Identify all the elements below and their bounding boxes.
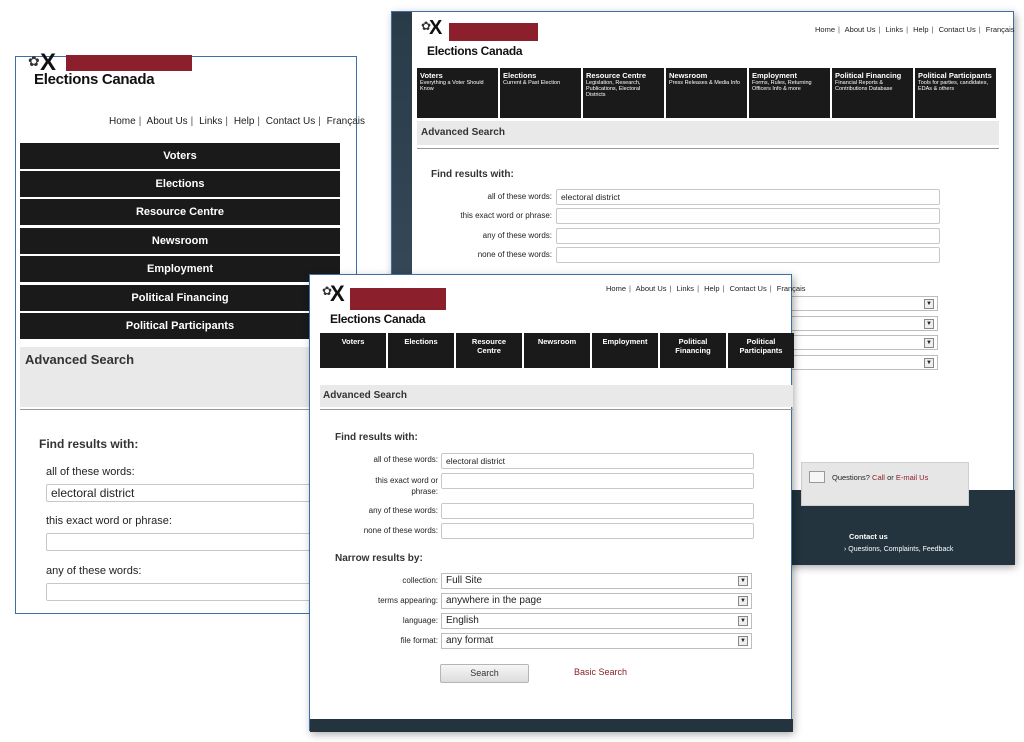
back-nav-newsroom[interactable] bbox=[666, 68, 747, 118]
front-util-links: Home | About Us | Links | Help | Contact Us | Français bbox=[606, 284, 806, 293]
call-link[interactable]: Call bbox=[872, 473, 885, 482]
logo-bar bbox=[449, 23, 538, 41]
front-none-words-input[interactable] bbox=[441, 523, 754, 539]
mobile-find-title: Find results with: bbox=[39, 437, 139, 451]
front-all-words-input[interactable]: electoral district bbox=[441, 453, 754, 469]
util-help[interactable]: Help bbox=[704, 284, 720, 293]
util-contact[interactable]: Contact Us bbox=[938, 25, 976, 34]
nav-sub: Current & Past Election bbox=[503, 80, 561, 86]
nav-sub: Tools for parties, candidates, EDAs & others bbox=[918, 80, 989, 92]
nav-sub: Press Releases & Media Info bbox=[669, 80, 740, 86]
nav-title: Newsroom bbox=[669, 71, 708, 80]
nav-title: Political Financing bbox=[835, 71, 902, 80]
maple-leaf-icon: ✿ bbox=[322, 284, 333, 298]
mobile-page-title: Advanced Search bbox=[25, 352, 135, 367]
back-nav-employment[interactable] bbox=[749, 68, 830, 118]
mobile-label-exact-phrase: this exact word or phrase: bbox=[46, 515, 172, 527]
email-link[interactable]: E-mail Us bbox=[895, 473, 929, 482]
front-divider bbox=[320, 409, 793, 410]
envelope-icon bbox=[809, 471, 825, 483]
front-nav-political-financing[interactable]: Political Financing bbox=[660, 333, 726, 368]
back-label-any-words: any of these words: bbox=[482, 231, 552, 240]
back-contact-title: Contact us bbox=[849, 532, 888, 541]
questions-text bbox=[832, 473, 928, 482]
front-label-exact-phrase: this exact word or phrase: bbox=[375, 476, 438, 496]
back-nav-resource-centre[interactable] bbox=[583, 68, 664, 118]
util-contact[interactable]: Contact Us bbox=[265, 116, 316, 127]
contact-link-text: Questions, Complaints, Feedback bbox=[848, 546, 954, 553]
chevron-down-icon: ▼ bbox=[738, 576, 748, 586]
back-nav-political-financing[interactable] bbox=[832, 68, 913, 118]
mobile-label-any-words: any of these words: bbox=[46, 565, 142, 577]
nav-sub: Forms, Rules, Returning Officers Info & more bbox=[752, 80, 812, 92]
front-any-words-input[interactable] bbox=[441, 503, 754, 519]
basic-search-link[interactable]: Basic Search bbox=[574, 667, 628, 677]
back-logo[interactable] bbox=[421, 17, 546, 63]
front-find-title: Find results with: bbox=[335, 432, 418, 443]
front-nav-resource-centre[interactable]: Resource Centre bbox=[456, 333, 522, 368]
mobile-nav-resource-centre[interactable]: Resource Centre bbox=[20, 199, 340, 225]
util-francais[interactable]: Français bbox=[985, 25, 1015, 34]
chevron-down-icon: ▼ bbox=[924, 358, 934, 368]
front-label-format: file format: bbox=[400, 636, 438, 645]
front-page-title: Advanced Search bbox=[323, 390, 407, 401]
logo-name: Elections Canada bbox=[427, 44, 523, 58]
or-label: or bbox=[887, 473, 894, 482]
nav-title: Political Participants bbox=[918, 71, 992, 80]
front-terms-select[interactable] bbox=[441, 593, 752, 609]
questions-label: Questions? bbox=[832, 473, 870, 482]
back-terms-select[interactable] bbox=[790, 316, 938, 331]
chevron-down-icon: ▼ bbox=[924, 299, 934, 309]
logo-x-icon: X bbox=[40, 49, 57, 76]
front-label-none-words: none of these words: bbox=[363, 526, 438, 535]
mobile-nav-voters[interactable]: Voters bbox=[20, 143, 340, 169]
util-links[interactable]: Links bbox=[199, 116, 223, 127]
front-label-language: language: bbox=[402, 616, 438, 625]
front-collection-select[interactable] bbox=[441, 573, 752, 589]
mobile-util-links: Home | About Us | Links | Help | Contact Us | Français bbox=[109, 116, 365, 127]
back-all-words-input[interactable]: electoral district bbox=[556, 189, 940, 205]
back-label-exact-phrase: this exact word or phrase: bbox=[460, 211, 552, 220]
front-main-nav bbox=[320, 333, 794, 368]
util-about[interactable]: About Us bbox=[635, 284, 667, 293]
mobile-nav-political-financing[interactable]: Political Financing bbox=[20, 285, 340, 311]
util-home[interactable]: Home bbox=[606, 284, 627, 293]
util-help[interactable]: Help bbox=[233, 116, 255, 127]
logo-x-icon: X bbox=[429, 17, 443, 39]
select-value: Full Site bbox=[446, 575, 483, 586]
back-format-select[interactable] bbox=[790, 355, 938, 370]
search-button[interactable]: Search bbox=[440, 664, 529, 683]
front-format-select[interactable] bbox=[441, 633, 752, 649]
chevron-down-icon: ▼ bbox=[924, 338, 934, 348]
front-nav-voters[interactable]: Voters bbox=[320, 333, 386, 368]
back-divider bbox=[417, 148, 999, 149]
util-francais[interactable]: Français bbox=[326, 116, 365, 127]
mobile-nav-employment[interactable]: Employment bbox=[20, 256, 340, 282]
util-home[interactable]: Home bbox=[815, 25, 836, 34]
mobile-logo[interactable] bbox=[28, 49, 198, 93]
mobile-screenshot bbox=[15, 49, 365, 614]
util-links[interactable]: Links bbox=[885, 25, 904, 34]
front-label-terms: terms appearing: bbox=[377, 596, 438, 605]
nav-sub: Everything a Voter Should Know bbox=[420, 80, 484, 92]
mobile-nav-elections[interactable]: Elections bbox=[20, 171, 340, 197]
chevron-down-icon: ▼ bbox=[738, 596, 748, 606]
back-label-all-words: all of these words: bbox=[487, 192, 552, 201]
logo-name: Elections Canada bbox=[330, 312, 426, 326]
back-main-nav bbox=[417, 68, 996, 118]
mobile-nav-newsroom[interactable]: Newsroom bbox=[20, 228, 340, 254]
util-about[interactable]: About Us bbox=[146, 116, 188, 127]
maple-leaf-icon: ✿ bbox=[421, 19, 432, 33]
front-nav-political-participants[interactable]: Political Participants bbox=[728, 333, 794, 368]
front-language-select[interactable] bbox=[441, 613, 752, 629]
mobile-all-words-input[interactable]: electoral district bbox=[46, 484, 356, 502]
logo-bar bbox=[66, 55, 192, 71]
chevron-down-icon: ▼ bbox=[738, 616, 748, 626]
nav-sub: Financial Reports & Contributions Database bbox=[835, 80, 893, 92]
front-footer-band bbox=[310, 719, 793, 732]
logo-x-icon: X bbox=[330, 281, 345, 306]
back-find-title: Find results with: bbox=[431, 169, 514, 180]
front-label-collection: collection: bbox=[402, 576, 438, 585]
front-exact-phrase-input[interactable] bbox=[441, 473, 754, 489]
front-label-any-words: any of these words: bbox=[368, 506, 438, 515]
front-nav-newsroom[interactable]: Newsroom bbox=[524, 333, 590, 368]
logo-name: Elections Canada bbox=[34, 71, 155, 88]
back-language-select[interactable] bbox=[790, 335, 938, 350]
front-nav-elections[interactable]: Elections bbox=[388, 333, 454, 368]
select-value: English bbox=[446, 615, 479, 626]
chevron-down-icon: ▼ bbox=[924, 319, 934, 329]
mobile-label-all-words: all of these words: bbox=[46, 466, 135, 478]
nav-title: Resource Centre bbox=[586, 71, 647, 80]
front-nav-employment[interactable]: Employment bbox=[592, 333, 658, 368]
util-francais[interactable]: Français bbox=[776, 284, 806, 293]
front-logo[interactable] bbox=[322, 281, 452, 327]
desktop-front-screenshot bbox=[309, 274, 806, 731]
back-exact-phrase-input[interactable] bbox=[556, 208, 940, 224]
back-none-words-input[interactable] bbox=[556, 247, 940, 263]
select-value: any format bbox=[446, 635, 494, 646]
back-util-links: Home | About Us | Links | Help | Contact Us | Français bbox=[815, 25, 1015, 34]
util-help[interactable]: Help bbox=[913, 25, 929, 34]
back-contact-link[interactable]: › Questions, Complaints, Feedback bbox=[844, 546, 954, 553]
front-narrow-title: Narrow results by: bbox=[335, 553, 423, 564]
mobile-divider bbox=[20, 409, 356, 410]
back-questions-box bbox=[801, 462, 969, 506]
nav-sub: Legislation, Research, Publications, Electoral Districts bbox=[586, 80, 641, 98]
util-about[interactable]: About Us bbox=[844, 25, 876, 34]
back-nav-voters[interactable] bbox=[417, 68, 498, 118]
back-page-title: Advanced Search bbox=[421, 127, 505, 138]
chevron-down-icon: ▼ bbox=[738, 636, 748, 646]
back-collection-select[interactable] bbox=[790, 296, 938, 311]
mobile-nav-political-participants[interactable]: Political Participants bbox=[20, 313, 340, 339]
front-label-all-words: all of these words: bbox=[373, 455, 438, 464]
back-label-none-words: none of these words: bbox=[477, 250, 552, 259]
nav-title: Elections bbox=[503, 71, 537, 80]
util-home[interactable]: Home bbox=[109, 116, 136, 127]
back-nav-elections[interactable] bbox=[500, 68, 581, 118]
logo-bar bbox=[350, 288, 446, 310]
nav-title: Voters bbox=[420, 71, 443, 80]
util-links[interactable]: Links bbox=[676, 284, 695, 293]
util-contact[interactable]: Contact Us bbox=[729, 284, 767, 293]
select-value: anywhere in the page bbox=[446, 595, 542, 606]
maple-leaf-icon: ✿ bbox=[28, 53, 40, 69]
back-nav-political-participants[interactable] bbox=[915, 68, 996, 118]
nav-title: Employment bbox=[752, 71, 798, 80]
back-any-words-input[interactable] bbox=[556, 228, 940, 244]
